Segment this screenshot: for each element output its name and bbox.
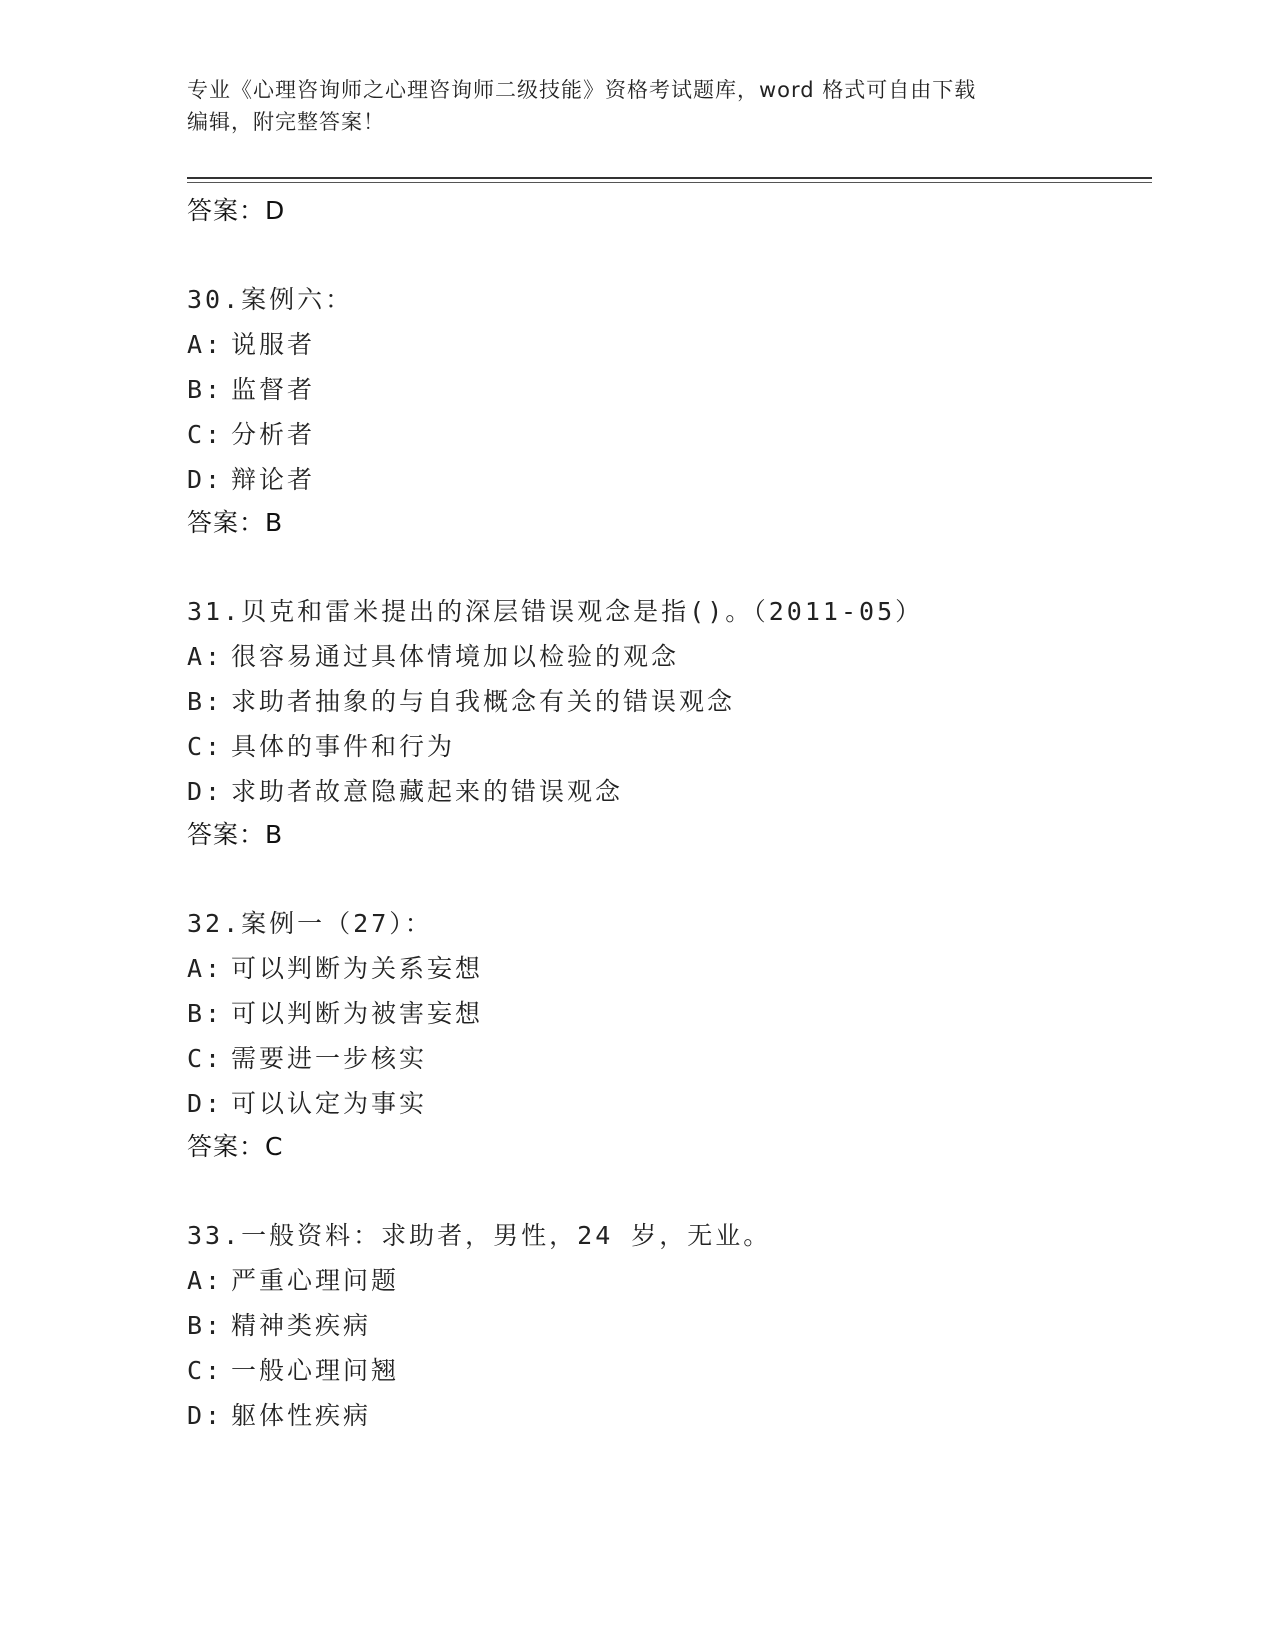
option-text: 求助者抽象的与自我概念有关的错误观念 [231,687,736,716]
option-c [187,724,1147,769]
option-b [187,367,1147,412]
question-list [187,190,1147,1480]
option-d [187,1393,1147,1438]
option-text: 精神类疾病 [231,1311,372,1340]
option-letter: B: [187,1311,224,1340]
document-header [187,74,1067,138]
option-letter: C: [187,732,224,761]
option-text: 可以判断为关系妄想 [231,954,484,983]
option-text: 很容易通过具体情境加以检验的观念 [231,642,680,671]
option-text: 说服者 [231,330,316,359]
option-text: 一般心理问翘 [231,1356,400,1385]
option-letter: D: [187,1401,224,1430]
option-a [187,322,1147,367]
header-line-1: 专业《心理咨询师之心理咨询师二级技能》资格考试题库，word 格式可自由下载 [187,78,977,102]
question-33 [187,1213,1147,1438]
option-letter: D: [187,1089,224,1118]
header-line-2: 编辑，附完整答案！ [187,110,385,134]
option-letter: A: [187,1266,224,1295]
question-answer: 答案：B [187,820,284,849]
option-a [187,1258,1147,1303]
option-letter: D: [187,465,224,494]
previous-answer: 答案：D [187,196,286,225]
option-letter: B: [187,375,224,404]
option-d [187,769,1147,814]
header-divider-thick [187,177,1152,179]
question-31 [187,589,1147,859]
option-text: 分析者 [231,420,316,449]
option-b [187,679,1147,724]
option-text: 辩论者 [231,465,316,494]
option-text: 躯体性疾病 [231,1401,372,1430]
option-c [187,1036,1147,1081]
option-letter: C: [187,420,224,449]
option-b [187,991,1147,1036]
option-letter: C: [187,1044,224,1073]
question-title: 30.案例六： [187,285,354,314]
question-answer: 答案：C [187,1132,284,1161]
option-letter: D: [187,777,224,806]
option-text: 求助者故意隐藏起来的错误观念 [231,777,624,806]
option-letter: B: [187,687,224,716]
option-letter: A: [187,642,224,671]
question-30 [187,277,1147,547]
option-b [187,1303,1147,1348]
header-divider-thin [187,182,1152,183]
option-letter: A: [187,330,224,359]
option-text: 需要进一步核实 [231,1044,428,1073]
question-answer: 答案：B [187,508,284,537]
option-c [187,1348,1147,1393]
option-d [187,457,1147,502]
option-text: 严重心理问题 [231,1266,400,1295]
option-letter: B: [187,999,224,1028]
question-title: 31.贝克和雷米提出的深层错误观念是指()。（2011-05） [187,597,924,626]
question-title: 33.一般资料：求助者，男性，24 岁，无业。 [187,1221,772,1250]
option-text: 可以认定为事实 [231,1089,428,1118]
question-32 [187,901,1147,1171]
question-title: 32.案例一（27）： [187,909,433,938]
option-text: 可以判断为被害妄想 [231,999,484,1028]
option-text: 监督者 [231,375,316,404]
option-d [187,1081,1147,1126]
option-a [187,634,1147,679]
option-c [187,412,1147,457]
option-a [187,946,1147,991]
option-letter: C: [187,1356,224,1385]
option-letter: A: [187,954,224,983]
option-text: 具体的事件和行为 [231,732,456,761]
